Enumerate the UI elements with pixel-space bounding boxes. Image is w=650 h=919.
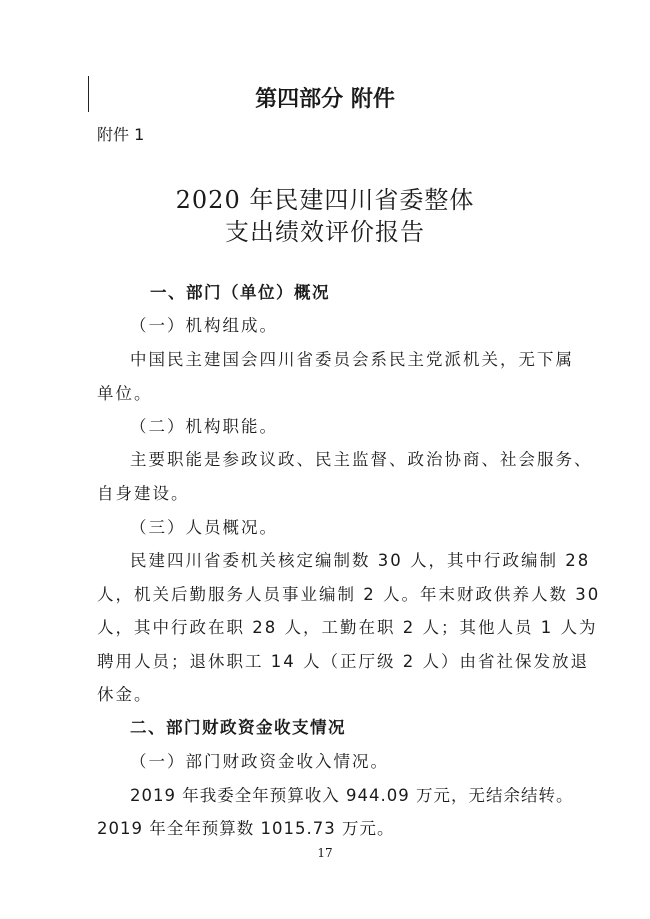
paragraph-line: 民建四川省委机关核定编制数 30 人，其中行政编制 28 xyxy=(130,551,591,570)
paragraph-line: 人，机关后勤服务人员事业编制 2 人。年末财政供养人数 30 xyxy=(97,585,601,604)
paragraph-line: 2019 年全年预算数 1015.73 万元。 xyxy=(97,819,395,838)
paragraph-line: 主要职能是参政议政、民主监督、政治协商、社会服务、 xyxy=(130,450,593,469)
subheading-income: （一）部门财政资金收入情况。 xyxy=(130,752,389,771)
heading-finance: 二、部门财政资金收支情况 xyxy=(130,718,346,737)
paragraph-line: 自身建设。 xyxy=(97,484,190,503)
paragraph-line: 休金。 xyxy=(97,685,153,704)
attachment-label: 附件 1 xyxy=(97,125,145,144)
subheading-personnel: （三）人员概况。 xyxy=(130,518,278,537)
paragraph-line: 中国民主建国会四川省委员会系民主党派机关，无下属 xyxy=(130,350,574,369)
page-number: 17 xyxy=(317,846,333,860)
document-title-line-2: 支出绩效评价报告 xyxy=(225,218,425,246)
paragraph-line: 2019 年我委全年预算收入 944.09 万元，无结余结转。 xyxy=(130,786,574,805)
part-title: 第四部分 附件 xyxy=(255,87,395,112)
subheading-organization: （一）机构组成。 xyxy=(130,316,278,335)
paragraph-line: 聘用人员；退休职工 14 人（正厅级 2 人）由省社保发放退 xyxy=(97,652,589,671)
subheading-functions: （二）机构职能。 xyxy=(130,417,278,436)
paragraph-line: 人，其中行政在职 28 人，工勤在职 2 人；其他人员 1 人为 xyxy=(97,618,598,637)
document-title-line-1: 2020 年民建四川省委整体 xyxy=(175,186,475,214)
heading-department-overview: 一、部门（单位）概况 xyxy=(150,283,330,302)
paragraph-line: 单位。 xyxy=(97,384,153,403)
